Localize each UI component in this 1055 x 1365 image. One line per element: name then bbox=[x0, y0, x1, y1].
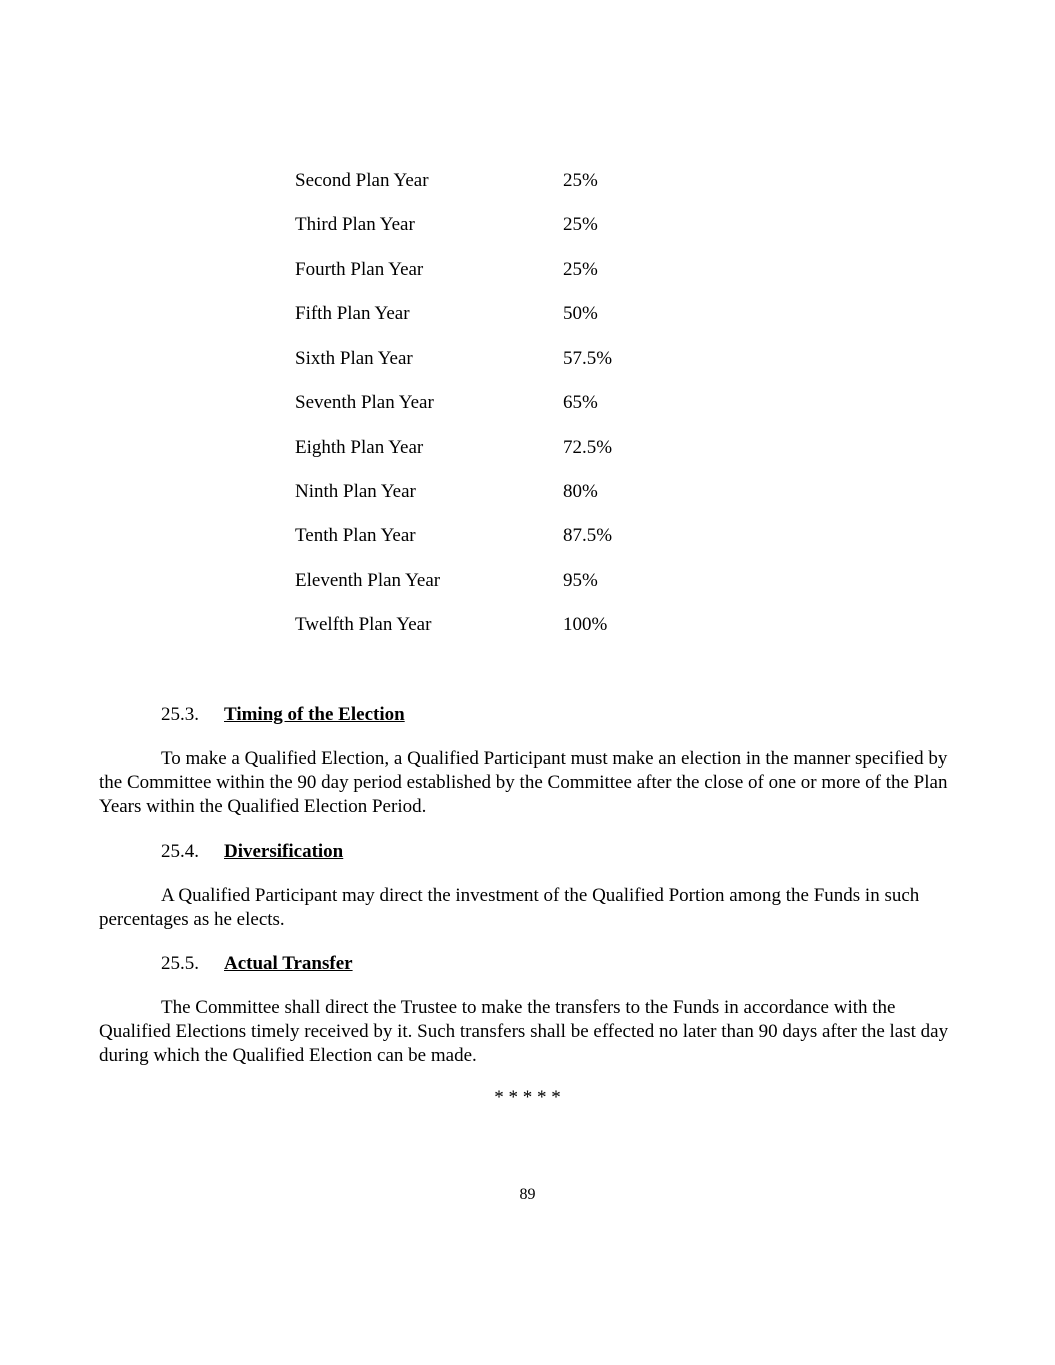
plan-year-label: Fourth Plan Year bbox=[295, 259, 424, 280]
schedule-row bbox=[295, 347, 695, 371]
section-title: Diversification bbox=[224, 841, 344, 862]
section-number: 25.5. bbox=[161, 953, 199, 974]
plan-year-label: Seventh Plan Year bbox=[295, 392, 434, 413]
schedule-row bbox=[295, 391, 695, 415]
percentage-value: 57.5% bbox=[563, 348, 613, 369]
percentage-value: 72.5% bbox=[563, 437, 613, 458]
percentage-value: 100% bbox=[563, 614, 608, 635]
section-heading-actual-transfer bbox=[161, 952, 353, 976]
percentage-value: 25% bbox=[563, 214, 598, 235]
plan-year-label: Eighth Plan Year bbox=[295, 437, 424, 458]
plan-year-label: Sixth Plan Year bbox=[295, 348, 413, 369]
schedule-row bbox=[295, 480, 695, 504]
schedule-row bbox=[295, 213, 695, 237]
section-number: 25.3. bbox=[161, 704, 199, 725]
percentage-value: 50% bbox=[563, 303, 598, 324]
percentage-value: 87.5% bbox=[563, 525, 613, 546]
percentage-value: 25% bbox=[563, 259, 598, 280]
page-number: 89 bbox=[519, 1186, 536, 1203]
plan-year-label: Third Plan Year bbox=[295, 214, 415, 235]
section-title: Actual Transfer bbox=[224, 953, 353, 974]
plan-year-label: Ninth Plan Year bbox=[295, 481, 416, 502]
plan-year-label: Fifth Plan Year bbox=[295, 303, 410, 324]
schedule-row bbox=[295, 258, 695, 282]
plan-year-label: Twelfth Plan Year bbox=[295, 614, 432, 635]
section-body-timing: To make a Qualified Election, a Qualified Participant must make an election in the manner specified by the Committee within the 90 day period established by the Committee after the close of one or more of the Plan Years within the Qualified Election Period. bbox=[99, 748, 948, 817]
schedule-row bbox=[295, 613, 695, 637]
schedule-row bbox=[295, 524, 695, 548]
section-heading-diversification bbox=[161, 840, 343, 864]
schedule-row bbox=[295, 302, 695, 326]
plan-year-label: Tenth Plan Year bbox=[295, 525, 416, 546]
section-body-diversification: A Qualified Participant may direct the investment of the Qualified Portion among the Funds in such percentages as he elects. bbox=[99, 885, 920, 930]
percentage-value: 25% bbox=[563, 170, 598, 191]
section-title: Timing of the Election bbox=[224, 704, 405, 725]
section-number: 25.4. bbox=[161, 841, 199, 862]
percentage-value: 95% bbox=[563, 570, 598, 591]
percentage-value: 80% bbox=[563, 481, 598, 502]
section-heading-timing bbox=[161, 703, 405, 727]
percentage-value: 65% bbox=[563, 392, 598, 413]
schedule-row bbox=[295, 436, 695, 460]
schedule-row bbox=[295, 169, 695, 193]
schedule-row bbox=[295, 569, 695, 593]
section-separator: * * * * * bbox=[494, 1087, 561, 1108]
section-body-actual-transfer: The Committee shall direct the Trustee to make the transfers to the Funds in accordance with the Qualified Elections timely received by it. Such transfers shall be effected no later than 90 days after the last day during which the Qualified Election can be made. bbox=[99, 997, 949, 1066]
plan-year-label: Second Plan Year bbox=[295, 170, 429, 191]
plan-year-label: Eleventh Plan Year bbox=[295, 570, 441, 591]
